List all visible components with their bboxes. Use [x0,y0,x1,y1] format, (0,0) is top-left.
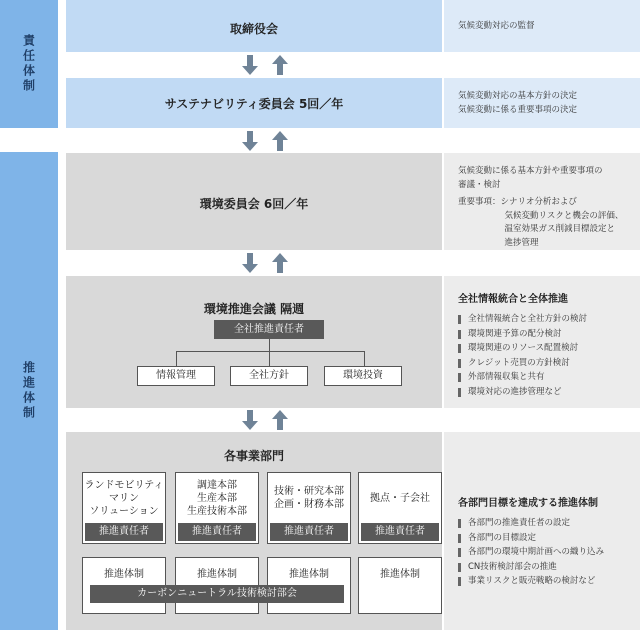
divisions-note-item: 各部門の推進責任者の設定 [458,516,640,531]
sustainability-note-1: 気候変動対応の基本方針の決定 [458,91,578,101]
division-system-label: 推進体制 [104,569,144,580]
divisions-note-item: 各部門の環境中期計画への織り込み [458,545,640,560]
env-committee-key-3: 温室効果ガス削減目標設定と [504,224,616,234]
env-council-note-item: 環境関連のリソース配置検討 [458,341,640,356]
division-system-label: 推進体制 [197,569,237,580]
division-unit-line: ソリューション [89,506,159,517]
division-leader-1: 推進責任者 [85,523,163,541]
env-council-note-item: 環境関連予算の配分検討 [458,327,640,342]
connector-line [269,351,270,366]
division-unit-line: 拠点・子会社 [370,493,430,504]
divisions-note-title: 各部門目標を達成する推進体制 [458,498,598,509]
env-committee-key-2: 気候変動リスクと機会の評価、 [504,210,624,221]
env-council-band [66,276,442,408]
env-committee-key-4: 進捗管理 [504,237,539,248]
env-committee-note-line2: 審議・検討 [458,179,501,190]
arrow-down-icon [241,55,259,75]
division-unit-line: マリン [109,493,139,504]
env-council-note-item: 外部情報収集と共有 [458,370,640,385]
sustainability-title: サステナビリティ委員会 5回／年 [164,97,344,111]
divisions-note [444,432,640,630]
division-system-4 [358,557,442,614]
connector-line [176,351,177,366]
division-leader-4: 推進責任者 [361,523,439,541]
sidebar-promotion [0,152,58,630]
sidebar-responsibility-label: 責任体制 [21,34,36,94]
connector-line [269,339,270,351]
env-council-note-title: 全社情報統合と全体推進 [458,294,568,305]
env-council-note [444,276,640,408]
arrow-up-icon [271,55,289,75]
division-unit-line: 調達本部 [197,480,237,491]
env-council-title: 環境推進会議 隔週 [203,302,305,316]
env-committee-key-1: シナリオ分析および [500,197,577,207]
division-system-label: 推進体制 [380,569,420,580]
division-leader-2: 推進責任者 [178,523,256,541]
division-unit-line: ランドモビリティ [84,480,164,491]
env-council-note-item: クレジット売買の方針検討 [458,356,640,371]
arrow-down-icon [241,410,259,430]
env-council-leader: 全社推進責任者 [214,320,324,339]
connector-line [364,351,365,366]
env-committee-key-label: 重要事項： [458,197,501,207]
sustainability-band [66,78,442,128]
division-unit-line: 生産技術本部 [187,506,247,517]
arrow-down-icon [241,253,259,273]
env-investment-box: 環境投資 [324,366,402,386]
arrow-up-icon [271,410,289,430]
sustainability-note-2: 気候変動に係る重要事項の決定 [458,105,578,115]
arrow-up-icon [271,253,289,273]
board-note [444,0,640,52]
arrow-up-icon [271,131,289,151]
board-band [66,0,442,52]
division-leader-3: 推進責任者 [270,523,348,541]
cn-tech-committee-bar: カーボンニュートラル技術検討部会 [90,585,344,603]
env-committee-band [66,153,442,250]
info-management-box: 情報管理 [137,366,215,386]
board-note-text: 気候変動対応の監督 [458,21,535,31]
company-policy-box: 全社方針 [230,366,308,386]
sidebar-responsibility [0,0,58,128]
env-council-note-item: 全社情報統合と全社方針の検討 [458,312,640,327]
division-unit-line: 企画・財務本部 [274,499,344,510]
division-unit-line: 技術・研究本部 [274,486,344,497]
division-system-label: 推進体制 [289,569,329,580]
arrow-down-icon [241,131,259,151]
sidebar-promotion-label: 推進体制 [21,361,36,421]
divisions-title: 各事業部門 [223,449,284,463]
env-council-note-item: 環境対応の進捗管理など [458,385,640,400]
env-committee-note [444,153,640,250]
connector-line [176,351,364,352]
env-committee-title: 環境委員会 6回／年 [199,197,309,211]
divisions-note-item: CN技術検討部会の推進 [458,560,640,575]
divisions-note-item: 事業リスクと販売戦略の検討など [458,574,640,589]
sustainability-note [444,78,640,128]
env-committee-note-line1: 気候変動に係る基本方針や重要事項の [458,166,603,176]
division-unit-line: 生産本部 [197,493,237,504]
divisions-note-item: 各部門の目標設定 [458,531,640,546]
board-title: 取締役会 [229,22,278,36]
